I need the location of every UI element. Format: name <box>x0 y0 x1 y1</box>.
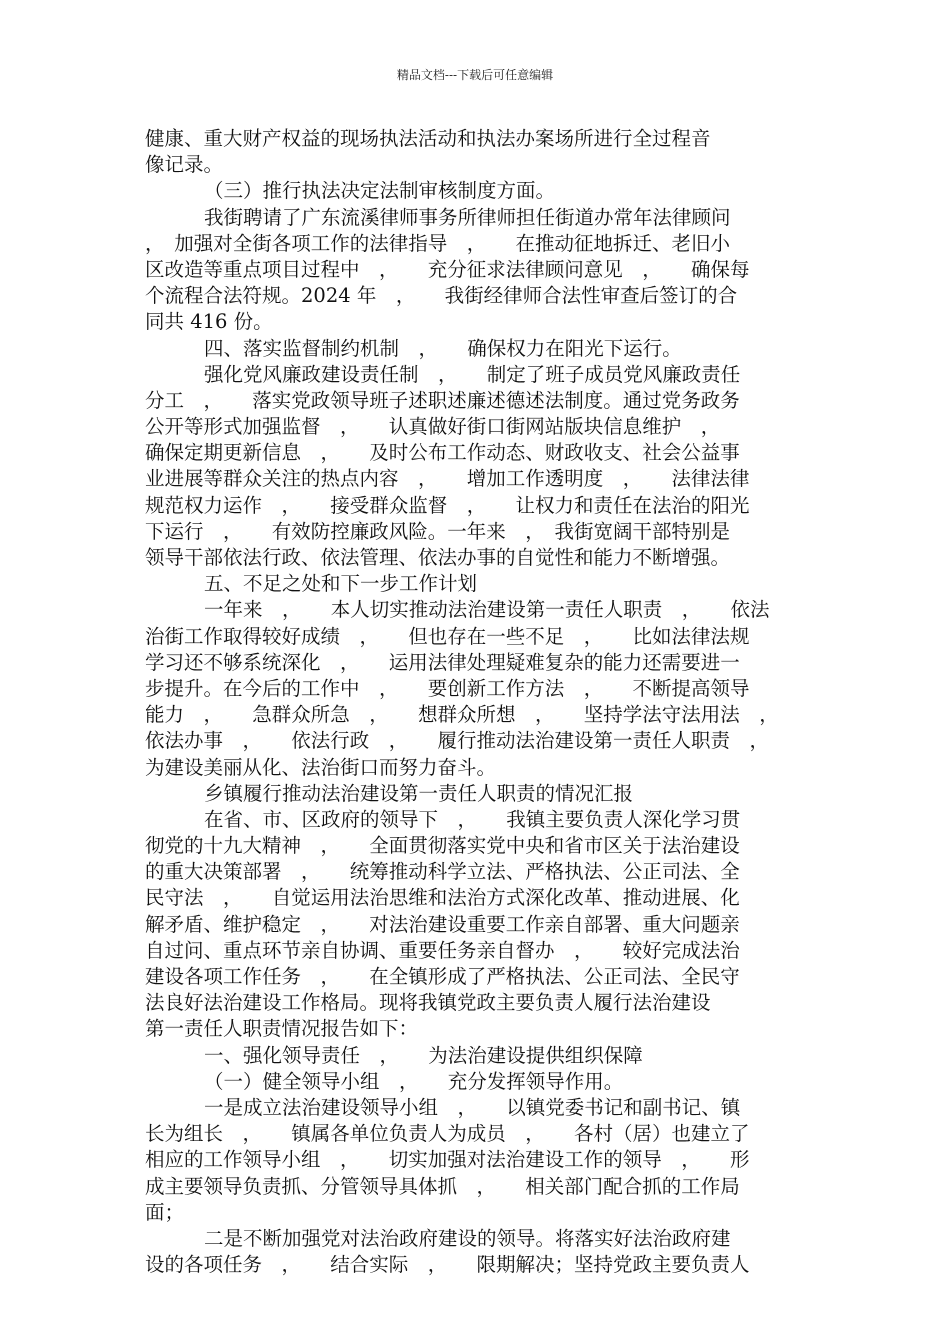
text-line: 治街工作取得较好成绩 ， 但也存在一些不足 ， 比如法律法规 <box>145 624 750 648</box>
text-line: 长为组长 ， 镇属各单位负责人为成员 ， 各村（居）也建立了 <box>145 1122 750 1146</box>
text-line: 像记录。 <box>145 153 224 177</box>
text-line: 相应的工作领导小组 ， 切实加强对法治建设工作的领导 ， 形 <box>145 1148 750 1172</box>
text-line: 分工 ， 落实党政领导班子述职述廉述德述法制度。通过党务政务 <box>145 388 740 412</box>
text-line: 解矛盾、维护稳定 ， 对法治建设重要工作亲自部署、重大问题亲 <box>145 912 740 936</box>
document-title: 乡镇履行推动法治建设第一责任人职责的情况汇报 <box>204 781 634 805</box>
text-line: 健康、重大财产权益的现场执法活动和执法办案场所进行全过程音 <box>145 127 711 150</box>
text-line: 下运行 ， 有效防控廉政风险。一年来 ， 我街宽阔干部特别是 <box>145 519 731 543</box>
document-body <box>145 126 807 1278</box>
section-heading: 四、落实监督制约机制 ， 确保权力在阳光下运行。 <box>204 336 682 360</box>
text-line: 第一责任人职责情况报告如下： <box>145 1017 419 1041</box>
text-line: 二是不断加强党对法治政府建设的领导。将落实好法治政府建 <box>204 1226 731 1250</box>
text-line: 领导干部依法行政、依法管理、依法办事的自觉性和能力不断增强。 <box>145 546 731 569</box>
text-line: 个流程合法符规。2024 年 ， 我街经律师合法性审查后签订的合 <box>145 284 738 308</box>
text-line: 彻党的十九大精神 ， 全面贯彻落实党中央和省市区关于法治建设 <box>145 834 740 858</box>
text-line: 面； <box>145 1200 185 1224</box>
text-line: 区改造等重点项目过程中 ， 充分征求法律顾问意见 ， 确保每 <box>145 257 750 281</box>
section-heading: （一）健全领导小组 ， 充分发挥领导作用。 <box>204 1069 624 1093</box>
text-line: 强化党风廉政建设责任制 ， 制定了班子成员党风廉政责任 <box>204 362 741 386</box>
section-heading: （三）推行执法决定法制审核制度方面。 <box>204 179 556 203</box>
text-line: 成主要领导负责抓、分管领导具体抓 ， 相关部门配合抓的工作局 <box>145 1174 740 1198</box>
text-line: 步提升。在今后的工作中 ， 要创新工作方法 ， 不断提高领导 <box>145 676 750 700</box>
text-line: 建设各项工作任务 ， 在全镇形成了严格执法、公正司法、全民守 <box>145 965 740 988</box>
text-line: 民守法 ， 自觉运用法治思维和法治方式深化改革、推动进展、化 <box>145 886 740 910</box>
text-line: ， 加强对全街各项工作的法律指导 ， 在推动征地拆迁、老旧小 <box>145 231 731 255</box>
text-line: 法良好法治建设工作格局。现将我镇党政主要负责人履行法治建设 <box>145 991 711 1015</box>
text-line: 公开等形式加强监督 ， 认真做好街口街网站版块信息维护 ， <box>145 415 721 439</box>
text-line: 规范权力运作 ， 接受群众监督 ， 让权力和责任在法治的阳光 <box>145 493 750 517</box>
text-line: 能力 ， 急群众所急 ， 想群众所想 ， 坚持学法守法用法 ， <box>145 703 779 727</box>
text-line: 自过问、重点环节亲自协调、重要任务亲自督办 ， 较好完成法治 <box>145 938 740 962</box>
text-line: 在省、市、区政府的领导下 ， 我镇主要负责人深化学习贯 <box>204 807 741 831</box>
text-line: 我街聘请了广东流溪律师事务所律师担任街道办常年法律顾问 <box>204 205 731 229</box>
text-line: 一是成立法治建设领导小组 ， 以镇党委书记和副书记、镇 <box>204 1095 741 1119</box>
text-line: 设的各项任务 ， 结合实际 ， 限期解决；坚持党政主要负责人 <box>145 1253 750 1277</box>
section-heading: 一、强化领导责任 ， 为法治建设提供组织保障 <box>204 1043 643 1067</box>
text-line: 为建设美丽从化、法治街口而努力奋斗。 <box>145 755 497 779</box>
section-heading: 五、不足之处和下一步工作计划 <box>204 572 478 596</box>
text-line: 学习还不够系统深化 ， 运用法律处理疑难复杂的能力还需要进一 <box>145 650 740 674</box>
text-line: 同共 416 份。 <box>145 310 273 334</box>
text-line: 确保定期更新信息 ， 及时公布工作动态、财政收支、社会公益事 <box>145 441 740 465</box>
text-line: 依法办事 ， 依法行政 ， 履行推动法治建设第一责任人职责 ， <box>145 729 770 753</box>
text-line: 业进展等群众关注的热点内容 ， 增加工作透明度 ， 法律法律 <box>145 467 750 491</box>
text-line: 一年来 ， 本人切实推动法治建设第一责任人职责 ， 依法 <box>204 598 770 622</box>
page-header: 精品文档---下载后可任意编辑 <box>396 68 554 82</box>
text-line: 的重大决策部署 ， 统筹推动科学立法、严格执法、公正司法、全 <box>145 860 740 884</box>
